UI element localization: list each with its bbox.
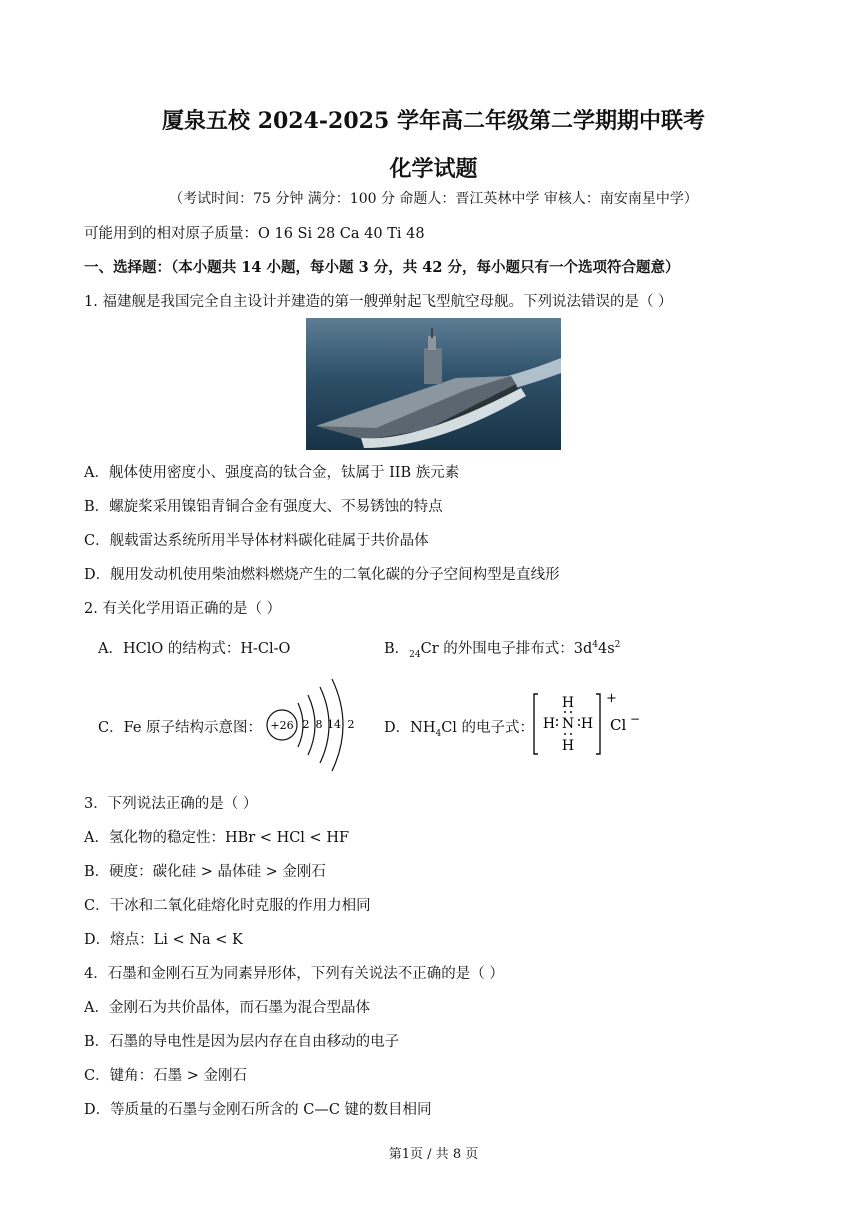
q2-d-sub: 4 (435, 728, 442, 739)
fe-shell-1: 2 (302, 718, 310, 731)
fe-shell-2: 8 (315, 718, 323, 731)
lewis-h-left: H (542, 716, 556, 732)
q2-option-c: C．Fe 原子结构示意图： (98, 720, 263, 736)
fe-nucleus-label: +26 (270, 719, 294, 732)
q3-stem: 3．下列说法正确的是（ ） (84, 796, 258, 812)
q1-option-c: C．舰载雷达系统所用半导体材料碳化硅属于共价晶体 (84, 533, 429, 549)
section-heading: 一、选择题：（本小题共 14 小题，每小题 3 分，共 42 分，每小题只有一个选项符合题意） (84, 259, 680, 276)
lewis-n: N (561, 716, 575, 732)
lewis-cl: Cl (610, 716, 627, 734)
q3-option-c: C．干冰和二氧化硅熔化时克服的作用力相同 (84, 898, 371, 914)
lewis-plus-charge: + (606, 691, 617, 706)
fe-shell-3: 14 (327, 718, 341, 731)
q3-option-b: B．硬度：碳化硅 > 晶体硅 > 金刚石 (84, 864, 326, 880)
aircraft-carrier-image (306, 318, 561, 450)
atomic-masses: 可能用到的相对原子质量：O 16 Si 28 Ca 40 Ti 48 (84, 226, 425, 242)
nh4cl-electron-formula (530, 690, 650, 760)
q2-b-sup1: 4 (592, 640, 598, 651)
q2-b-element: Cr (420, 641, 439, 657)
q1-option-a: A．舰体使用密度小、强度高的钛合金，钛属于 IIB 族元素 (84, 465, 460, 481)
q2-b-text: 的外围电子排布式：3d (438, 641, 593, 657)
q4-option-a: A．金刚石为共价晶体，而石墨为混合型晶体 (84, 1000, 370, 1016)
lewis-cl-charge: − (630, 712, 641, 726)
q4-option-d: D．等质量的石墨与金刚石所含的 C—C 键的数目相同 (84, 1102, 432, 1118)
q1-stem: 1. 福建舰是我国完全自主设计并建造的第一艘弹射起飞型航空母舰。下列说法错误的是（ ） (84, 294, 673, 310)
q2-b-sup2: 2 (614, 640, 621, 651)
lewis-h-right: H (580, 716, 594, 732)
q2-b-prefix: B． (384, 641, 410, 657)
q2-d-prefix: D．NH (384, 720, 436, 736)
lewis-h-top: H (561, 695, 575, 711)
fe-shell-4: 2 (347, 718, 355, 731)
page-footer: 第1页 / 共 8 页 (388, 1147, 479, 1162)
q2-b-atomic-number: 24 (409, 649, 421, 660)
q2-stem: 2. 有关化学用语正确的是（ ） (84, 601, 282, 617)
q1-option-b: B．螺旋桨采用镍铝青铜合金有强度大、不易锈蚀的特点 (84, 499, 443, 515)
q3-option-a: A．氢化物的稳定性：HBr < HCl < HF (84, 830, 350, 846)
exam-subtitle: 化学试题 (389, 156, 478, 182)
q1-option-d: D．舰用发动机使用柴油燃料燃烧产生的二氧化碳的分子空间构型是直线形 (84, 567, 560, 583)
q4-stem: 4．石墨和金刚石互为同素异形体，下列有关说法不正确的是（ ） (84, 966, 504, 982)
q2-option-a: A．HClO 的结构式：H-Cl-O (98, 641, 291, 657)
q4-option-c: C．键角：石墨 > 金刚石 (84, 1068, 247, 1084)
fe-atom-diagram (262, 675, 362, 775)
q2-d-suffix: Cl 的电子式： (441, 720, 535, 736)
q2-option-d (384, 716, 534, 739)
q3-option-d: D．熔点：Li < Na < K (84, 932, 243, 948)
q2-option-b (384, 637, 620, 660)
lewis-h-bottom: H (561, 738, 575, 754)
exam-info: （考试时间：75 分钟 满分：100 分 命题人：晋江英林中学 审核人：南安南星中学） (169, 191, 698, 207)
q2-b-mid: 4s (598, 641, 615, 657)
q4-option-b: B．石墨的导电性是因为层内存在自由移动的电子 (84, 1034, 400, 1050)
exam-title: 厦泉五校 2024-2025 学年高二年级第二学期期中联考 (162, 108, 705, 134)
